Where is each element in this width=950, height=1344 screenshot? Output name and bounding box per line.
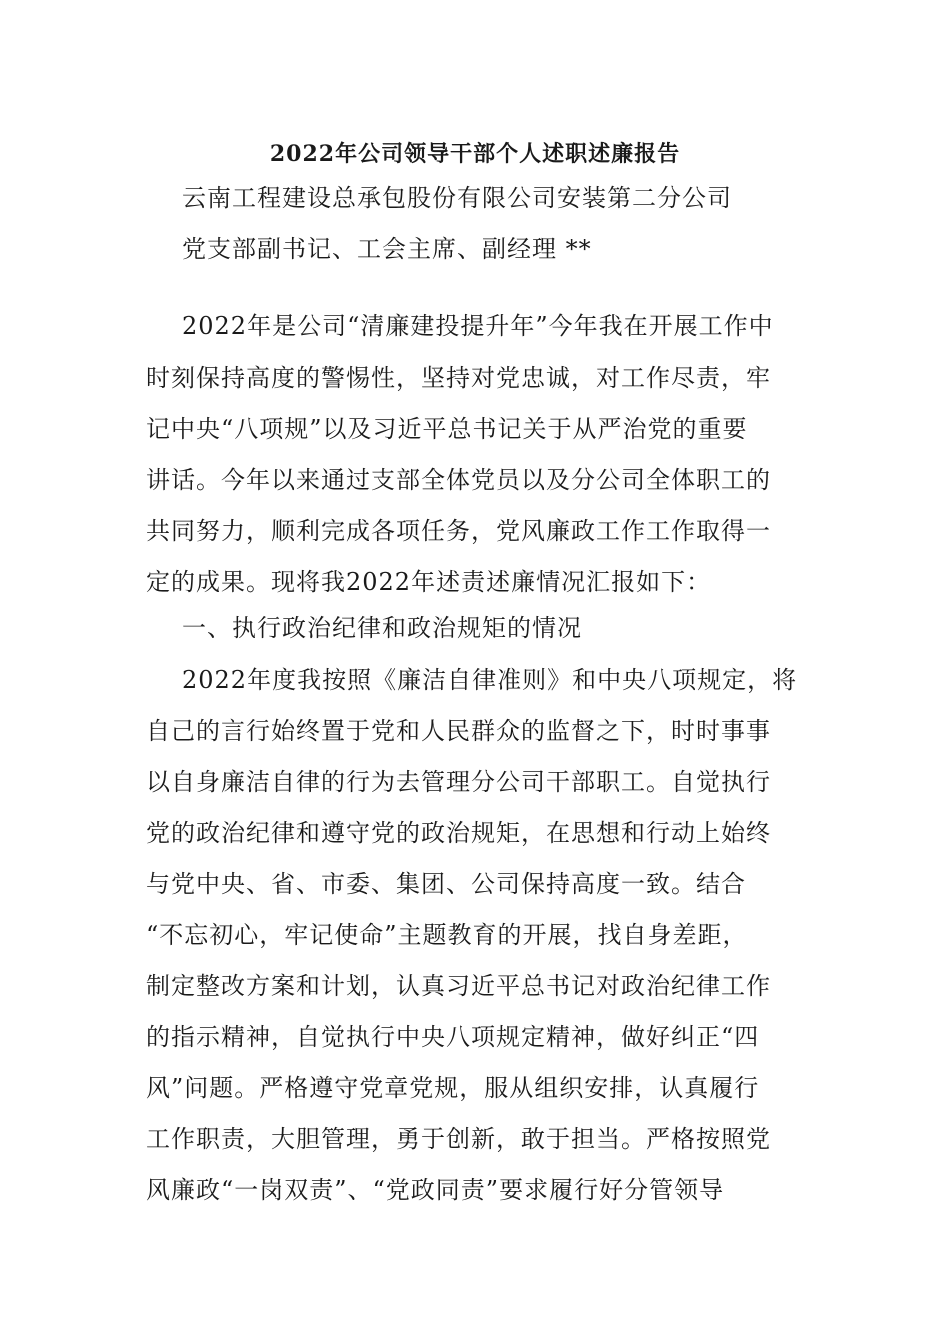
body-line: 共同努力，顺利完成各项任务，党风廉政工作工作取得一 bbox=[146, 517, 771, 545]
body-line: 讲话。今年以来通过支部全体党员以及分公司全体职工的 bbox=[146, 466, 771, 494]
body-line: 与党中央、省、市委、集团、公司保持高度一致。结合 bbox=[146, 870, 746, 898]
body-line: 自己的言行始终置于党和人民群众的监督之下，时时事事 bbox=[146, 717, 771, 745]
body-line: 记中央“八项规”以及习近平总书记关于从严治党的重要 bbox=[146, 415, 748, 443]
document-title: 2022年公司领导干部个人述职述廉报告 bbox=[269, 141, 681, 167]
body-line: 制定整改方案和计划，认真习近平总书记对政治纪律工作 bbox=[146, 972, 771, 1000]
section-heading: 一、执行政治纪律和政治规矩的情况 bbox=[182, 614, 582, 642]
body-line: 工作职责，大胆管理，勇于创新，敢于担当。严格按照党 bbox=[146, 1125, 771, 1153]
body-line: 以自身廉洁自律的行为去管理分公司干部职工。自觉执行 bbox=[146, 768, 771, 796]
body-line: 2022年度我按照《廉洁自律准则》和中央八项规定，将 bbox=[182, 666, 798, 694]
body-line: 的指示精神，自觉执行中央八项规定精神，做好纠正“四 bbox=[146, 1023, 760, 1051]
body-line: 风”问题。严格遵守党章党规，服从组织安排，认真履行 bbox=[146, 1074, 760, 1102]
body-line: 2022年是公司“清廉建投提升年”今年我在开展工作中 bbox=[182, 312, 774, 340]
author-position-line: 党支部副书记、工会主席、副经理 ** bbox=[182, 235, 592, 263]
body-line: 定的成果。现将我2022年述责述廉情况汇报如下： bbox=[146, 568, 712, 596]
author-org-line: 云南工程建设总承包股份有限公司安装第二分公司 bbox=[182, 184, 732, 212]
body-line: 风廉政“一岗双责”、“党政同责”要求履行好分管领导 bbox=[146, 1176, 725, 1204]
body-line: “不忘初心，牢记使命”主题教育的开展，找自身差距， bbox=[146, 921, 748, 949]
body-line: 时刻保持高度的警惕性，坚持对党忠诚，对工作尽责，牢 bbox=[146, 364, 771, 392]
body-line: 党的政治纪律和遵守党的政治规矩，在思想和行动上始终 bbox=[146, 819, 771, 847]
